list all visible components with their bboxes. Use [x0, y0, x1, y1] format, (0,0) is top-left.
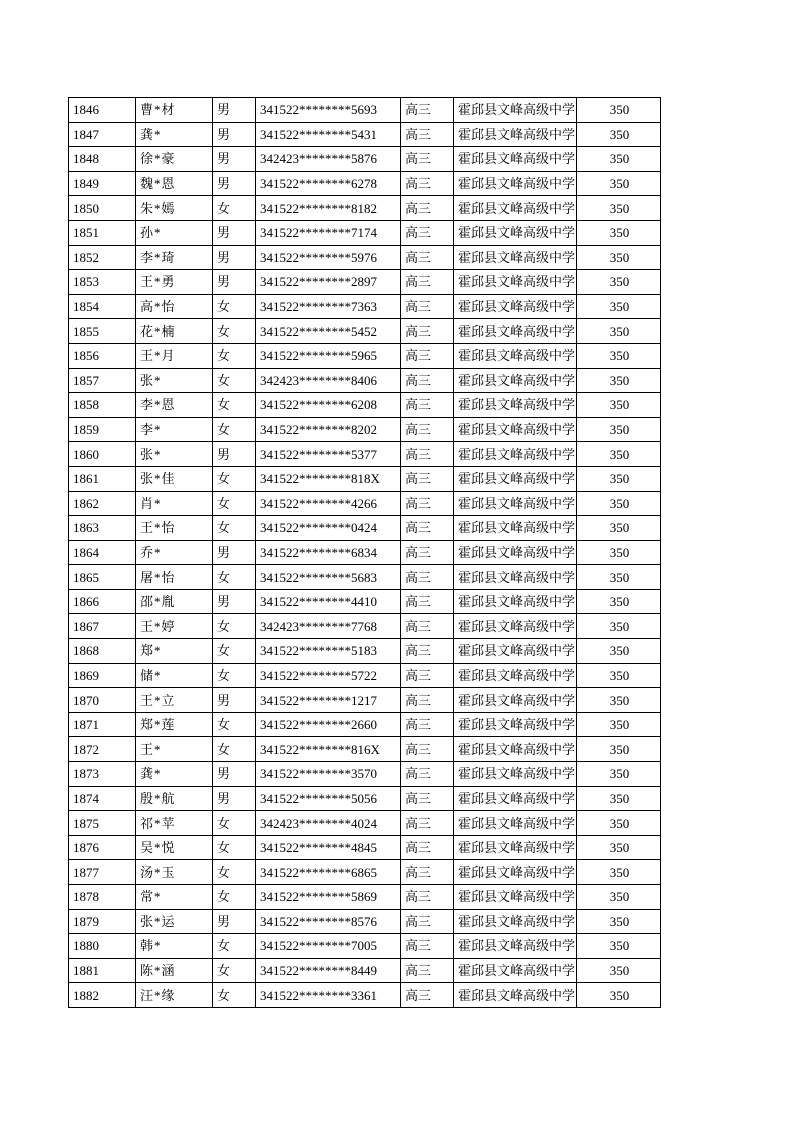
cell-serial-number: 1853 [69, 270, 136, 295]
table-row [69, 294, 661, 319]
cell-serial-number: 1867 [69, 614, 136, 639]
cell-school: 霍邱县文峰高级中学 [454, 909, 577, 934]
cell-serial-number: 1877 [69, 860, 136, 885]
cell-id-number: 341522********7363 [256, 294, 401, 319]
cell-gender: 女 [213, 393, 256, 418]
cell-id-number: 341522********818X [256, 466, 401, 491]
student-roster-body [69, 98, 661, 1008]
table-row [69, 688, 661, 713]
cell-score: 350 [577, 343, 661, 368]
cell-gender: 女 [213, 196, 256, 221]
cell-score: 350 [577, 516, 661, 541]
cell-id-number: 341522********3570 [256, 762, 401, 787]
cell-score: 350 [577, 885, 661, 910]
table-row [69, 786, 661, 811]
cell-name: 王*月 [136, 343, 213, 368]
cell-score: 350 [577, 491, 661, 516]
cell-name: 龚* [136, 762, 213, 787]
cell-name: 屠*怡 [136, 565, 213, 590]
cell-score: 350 [577, 319, 661, 344]
cell-id-number: 341522********3361 [256, 983, 401, 1008]
student-roster-table [68, 97, 661, 1008]
cell-school: 霍邱县文峰高级中学 [454, 737, 577, 762]
cell-name: 龚* [136, 122, 213, 147]
cell-name: 祁*苹 [136, 811, 213, 836]
cell-id-number: 341522********5976 [256, 245, 401, 270]
cell-grade: 高三 [401, 737, 454, 762]
cell-gender: 女 [213, 343, 256, 368]
cell-grade: 高三 [401, 614, 454, 639]
cell-serial-number: 1876 [69, 835, 136, 860]
cell-grade: 高三 [401, 589, 454, 614]
table-row [69, 270, 661, 295]
cell-serial-number: 1878 [69, 885, 136, 910]
cell-score: 350 [577, 614, 661, 639]
cell-grade: 高三 [401, 983, 454, 1008]
cell-score: 350 [577, 811, 661, 836]
cell-id-number: 341522********8202 [256, 417, 401, 442]
cell-school: 霍邱县文峰高级中学 [454, 98, 577, 123]
cell-name: 高*怡 [136, 294, 213, 319]
cell-id-number: 341522********8576 [256, 909, 401, 934]
cell-serial-number: 1863 [69, 516, 136, 541]
table-row [69, 614, 661, 639]
table-row [69, 811, 661, 836]
cell-serial-number: 1874 [69, 786, 136, 811]
cell-score: 350 [577, 934, 661, 959]
cell-serial-number: 1848 [69, 147, 136, 172]
cell-name: 张*佳 [136, 466, 213, 491]
cell-id-number: 341522********4410 [256, 589, 401, 614]
cell-name: 王*立 [136, 688, 213, 713]
cell-serial-number: 1869 [69, 663, 136, 688]
cell-id-number: 341522********6208 [256, 393, 401, 418]
table-row [69, 220, 661, 245]
cell-id-number: 341522********1217 [256, 688, 401, 713]
cell-score: 350 [577, 294, 661, 319]
cell-gender: 女 [213, 712, 256, 737]
cell-score: 350 [577, 417, 661, 442]
cell-serial-number: 1866 [69, 589, 136, 614]
cell-gender: 男 [213, 98, 256, 123]
cell-score: 350 [577, 958, 661, 983]
table-row [69, 245, 661, 270]
cell-gender: 女 [213, 466, 256, 491]
table-row [69, 147, 661, 172]
cell-score: 350 [577, 983, 661, 1008]
cell-grade: 高三 [401, 860, 454, 885]
table-row [69, 122, 661, 147]
cell-school: 霍邱县文峰高级中学 [454, 466, 577, 491]
cell-score: 350 [577, 712, 661, 737]
cell-name: 陈*涵 [136, 958, 213, 983]
table-row [69, 860, 661, 885]
cell-gender: 女 [213, 516, 256, 541]
cell-school: 霍邱县文峰高级中学 [454, 860, 577, 885]
cell-name: 曹*材 [136, 98, 213, 123]
cell-serial-number: 1880 [69, 934, 136, 959]
cell-school: 霍邱县文峰高级中学 [454, 885, 577, 910]
cell-id-number: 341522********816X [256, 737, 401, 762]
cell-grade: 高三 [401, 196, 454, 221]
cell-score: 350 [577, 270, 661, 295]
cell-gender: 女 [213, 614, 256, 639]
cell-id-number: 341522********2660 [256, 712, 401, 737]
cell-name: 常* [136, 885, 213, 910]
cell-id-number: 341522********5377 [256, 442, 401, 467]
cell-serial-number: 1873 [69, 762, 136, 787]
cell-name: 朱*嫣 [136, 196, 213, 221]
cell-gender: 女 [213, 885, 256, 910]
table-row [69, 737, 661, 762]
table-row [69, 565, 661, 590]
cell-serial-number: 1864 [69, 540, 136, 565]
cell-serial-number: 1847 [69, 122, 136, 147]
cell-school: 霍邱县文峰高级中学 [454, 516, 577, 541]
cell-name: 储* [136, 663, 213, 688]
cell-id-number: 341522********5693 [256, 98, 401, 123]
cell-score: 350 [577, 835, 661, 860]
cell-id-number: 342423********4024 [256, 811, 401, 836]
cell-serial-number: 1860 [69, 442, 136, 467]
cell-serial-number: 1854 [69, 294, 136, 319]
cell-serial-number: 1859 [69, 417, 136, 442]
cell-name: 王*勇 [136, 270, 213, 295]
cell-name: 张* [136, 368, 213, 393]
cell-school: 霍邱县文峰高级中学 [454, 491, 577, 516]
cell-score: 350 [577, 762, 661, 787]
cell-serial-number: 1875 [69, 811, 136, 836]
cell-id-number: 341522********6865 [256, 860, 401, 885]
cell-id-number: 341522********5183 [256, 639, 401, 664]
cell-gender: 男 [213, 220, 256, 245]
cell-grade: 高三 [401, 171, 454, 196]
cell-school: 霍邱县文峰高级中学 [454, 565, 577, 590]
cell-gender: 男 [213, 762, 256, 787]
table-row [69, 958, 661, 983]
table-row [69, 393, 661, 418]
cell-id-number: 342423********7768 [256, 614, 401, 639]
cell-name: 李*琦 [136, 245, 213, 270]
cell-name: 殷*航 [136, 786, 213, 811]
cell-gender: 女 [213, 639, 256, 664]
cell-name: 郑*莲 [136, 712, 213, 737]
cell-school: 霍邱县文峰高级中学 [454, 196, 577, 221]
cell-id-number: 341522********5431 [256, 122, 401, 147]
cell-grade: 高三 [401, 958, 454, 983]
cell-school: 霍邱县文峰高级中学 [454, 343, 577, 368]
cell-name: 吴*悦 [136, 835, 213, 860]
cell-id-number: 341522********4845 [256, 835, 401, 860]
cell-gender: 男 [213, 786, 256, 811]
cell-serial-number: 1849 [69, 171, 136, 196]
table-row [69, 639, 661, 664]
cell-id-number: 342423********5876 [256, 147, 401, 172]
cell-gender: 男 [213, 442, 256, 467]
cell-grade: 高三 [401, 245, 454, 270]
cell-name: 郑* [136, 639, 213, 664]
cell-score: 350 [577, 368, 661, 393]
cell-gender: 男 [213, 245, 256, 270]
cell-gender: 女 [213, 368, 256, 393]
cell-gender: 女 [213, 737, 256, 762]
cell-school: 霍邱县文峰高级中学 [454, 983, 577, 1008]
cell-id-number: 341522********7174 [256, 220, 401, 245]
cell-serial-number: 1870 [69, 688, 136, 713]
cell-name: 邵*胤 [136, 589, 213, 614]
cell-score: 350 [577, 860, 661, 885]
cell-grade: 高三 [401, 885, 454, 910]
cell-score: 350 [577, 442, 661, 467]
cell-school: 霍邱县文峰高级中学 [454, 393, 577, 418]
cell-grade: 高三 [401, 663, 454, 688]
cell-name: 王* [136, 737, 213, 762]
table-row [69, 491, 661, 516]
cell-gender: 女 [213, 417, 256, 442]
cell-serial-number: 1871 [69, 712, 136, 737]
cell-id-number: 341522********5869 [256, 885, 401, 910]
cell-id-number: 341522********0424 [256, 516, 401, 541]
cell-school: 霍邱县文峰高级中学 [454, 245, 577, 270]
cell-gender: 男 [213, 270, 256, 295]
table-row [69, 466, 661, 491]
cell-gender: 女 [213, 983, 256, 1008]
cell-gender: 男 [213, 688, 256, 713]
table-row [69, 98, 661, 123]
cell-id-number: 341522********6834 [256, 540, 401, 565]
cell-school: 霍邱县文峰高级中学 [454, 762, 577, 787]
cell-name: 魏*恩 [136, 171, 213, 196]
cell-serial-number: 1861 [69, 466, 136, 491]
table-row [69, 319, 661, 344]
cell-score: 350 [577, 220, 661, 245]
cell-school: 霍邱县文峰高级中学 [454, 294, 577, 319]
cell-serial-number: 1865 [69, 565, 136, 590]
cell-serial-number: 1856 [69, 343, 136, 368]
cell-grade: 高三 [401, 909, 454, 934]
cell-grade: 高三 [401, 294, 454, 319]
cell-score: 350 [577, 639, 661, 664]
cell-name: 王*婷 [136, 614, 213, 639]
cell-grade: 高三 [401, 786, 454, 811]
table-row [69, 885, 661, 910]
cell-grade: 高三 [401, 122, 454, 147]
cell-serial-number: 1879 [69, 909, 136, 934]
cell-grade: 高三 [401, 565, 454, 590]
cell-school: 霍邱县文峰高级中学 [454, 811, 577, 836]
cell-name: 韩* [136, 934, 213, 959]
cell-grade: 高三 [401, 762, 454, 787]
cell-gender: 男 [213, 909, 256, 934]
cell-gender: 女 [213, 319, 256, 344]
cell-school: 霍邱县文峰高级中学 [454, 639, 577, 664]
cell-grade: 高三 [401, 516, 454, 541]
cell-gender: 女 [213, 958, 256, 983]
cell-school: 霍邱县文峰高级中学 [454, 417, 577, 442]
cell-school: 霍邱县文峰高级中学 [454, 270, 577, 295]
cell-score: 350 [577, 540, 661, 565]
cell-school: 霍邱县文峰高级中学 [454, 171, 577, 196]
cell-id-number: 341522********8182 [256, 196, 401, 221]
cell-serial-number: 1862 [69, 491, 136, 516]
cell-name: 肖* [136, 491, 213, 516]
cell-school: 霍邱县文峰高级中学 [454, 688, 577, 713]
cell-grade: 高三 [401, 270, 454, 295]
cell-gender: 女 [213, 811, 256, 836]
table-row [69, 983, 661, 1008]
cell-serial-number: 1846 [69, 98, 136, 123]
table-row [69, 835, 661, 860]
cell-id-number: 341522********5965 [256, 343, 401, 368]
cell-name: 李*恩 [136, 393, 213, 418]
cell-grade: 高三 [401, 98, 454, 123]
cell-id-number: 341522********6278 [256, 171, 401, 196]
cell-score: 350 [577, 245, 661, 270]
cell-school: 霍邱县文峰高级中学 [454, 220, 577, 245]
table-row [69, 368, 661, 393]
cell-score: 350 [577, 737, 661, 762]
cell-school: 霍邱县文峰高级中学 [454, 442, 577, 467]
cell-id-number: 342423********8406 [256, 368, 401, 393]
table-row [69, 540, 661, 565]
cell-serial-number: 1882 [69, 983, 136, 1008]
cell-school: 霍邱县文峰高级中学 [454, 663, 577, 688]
cell-name: 李* [136, 417, 213, 442]
cell-id-number: 341522********5452 [256, 319, 401, 344]
cell-score: 350 [577, 663, 661, 688]
cell-school: 霍邱县文峰高级中学 [454, 835, 577, 860]
cell-grade: 高三 [401, 442, 454, 467]
cell-score: 350 [577, 393, 661, 418]
table-row [69, 196, 661, 221]
cell-grade: 高三 [401, 368, 454, 393]
cell-gender: 男 [213, 589, 256, 614]
table-row [69, 171, 661, 196]
cell-score: 350 [577, 589, 661, 614]
cell-grade: 高三 [401, 343, 454, 368]
table-row [69, 909, 661, 934]
table-row [69, 417, 661, 442]
cell-grade: 高三 [401, 811, 454, 836]
cell-serial-number: 1857 [69, 368, 136, 393]
cell-serial-number: 1872 [69, 737, 136, 762]
cell-grade: 高三 [401, 393, 454, 418]
cell-serial-number: 1858 [69, 393, 136, 418]
cell-serial-number: 1881 [69, 958, 136, 983]
cell-name: 乔* [136, 540, 213, 565]
cell-grade: 高三 [401, 934, 454, 959]
cell-school: 霍邱县文峰高级中学 [454, 786, 577, 811]
cell-serial-number: 1852 [69, 245, 136, 270]
cell-school: 霍邱县文峰高级中学 [454, 147, 577, 172]
cell-gender: 女 [213, 934, 256, 959]
cell-name: 汤*玉 [136, 860, 213, 885]
table-row [69, 762, 661, 787]
cell-school: 霍邱县文峰高级中学 [454, 958, 577, 983]
cell-name: 张* [136, 442, 213, 467]
cell-score: 350 [577, 171, 661, 196]
cell-gender: 女 [213, 835, 256, 860]
cell-grade: 高三 [401, 466, 454, 491]
cell-id-number: 341522********4266 [256, 491, 401, 516]
cell-score: 350 [577, 466, 661, 491]
cell-school: 霍邱县文峰高级中学 [454, 540, 577, 565]
cell-score: 350 [577, 147, 661, 172]
cell-gender: 女 [213, 491, 256, 516]
cell-id-number: 341522********8449 [256, 958, 401, 983]
cell-score: 350 [577, 98, 661, 123]
cell-school: 霍邱县文峰高级中学 [454, 934, 577, 959]
cell-serial-number: 1868 [69, 639, 136, 664]
cell-grade: 高三 [401, 835, 454, 860]
cell-name: 张*运 [136, 909, 213, 934]
cell-name: 花*楠 [136, 319, 213, 344]
cell-name: 徐*豪 [136, 147, 213, 172]
cell-score: 350 [577, 122, 661, 147]
cell-name: 汪*缘 [136, 983, 213, 1008]
cell-grade: 高三 [401, 491, 454, 516]
cell-gender: 女 [213, 860, 256, 885]
cell-serial-number: 1851 [69, 220, 136, 245]
cell-grade: 高三 [401, 417, 454, 442]
cell-serial-number: 1850 [69, 196, 136, 221]
cell-score: 350 [577, 786, 661, 811]
table-row [69, 442, 661, 467]
cell-gender: 女 [213, 294, 256, 319]
cell-gender: 男 [213, 171, 256, 196]
cell-grade: 高三 [401, 712, 454, 737]
cell-grade: 高三 [401, 688, 454, 713]
cell-school: 霍邱县文峰高级中学 [454, 589, 577, 614]
cell-score: 350 [577, 688, 661, 713]
cell-id-number: 341522********5722 [256, 663, 401, 688]
cell-serial-number: 1855 [69, 319, 136, 344]
cell-id-number: 341522********5056 [256, 786, 401, 811]
cell-school: 霍邱县文峰高级中学 [454, 614, 577, 639]
cell-grade: 高三 [401, 540, 454, 565]
cell-school: 霍邱县文峰高级中学 [454, 712, 577, 737]
cell-score: 350 [577, 909, 661, 934]
table-row [69, 934, 661, 959]
cell-score: 350 [577, 196, 661, 221]
table-row [69, 516, 661, 541]
cell-grade: 高三 [401, 639, 454, 664]
table-row [69, 663, 661, 688]
cell-school: 霍邱县文峰高级中学 [454, 368, 577, 393]
table-row [69, 343, 661, 368]
cell-gender: 男 [213, 147, 256, 172]
cell-school: 霍邱县文峰高级中学 [454, 122, 577, 147]
cell-grade: 高三 [401, 319, 454, 344]
cell-school: 霍邱县文峰高级中学 [454, 319, 577, 344]
table-row [69, 589, 661, 614]
cell-score: 350 [577, 565, 661, 590]
cell-name: 王*怡 [136, 516, 213, 541]
cell-gender: 男 [213, 122, 256, 147]
cell-id-number: 341522********7005 [256, 934, 401, 959]
cell-gender: 男 [213, 540, 256, 565]
cell-id-number: 341522********5683 [256, 565, 401, 590]
cell-id-number: 341522********2897 [256, 270, 401, 295]
cell-name: 孙* [136, 220, 213, 245]
cell-grade: 高三 [401, 147, 454, 172]
cell-grade: 高三 [401, 220, 454, 245]
cell-gender: 女 [213, 565, 256, 590]
table-row [69, 712, 661, 737]
cell-gender: 女 [213, 663, 256, 688]
